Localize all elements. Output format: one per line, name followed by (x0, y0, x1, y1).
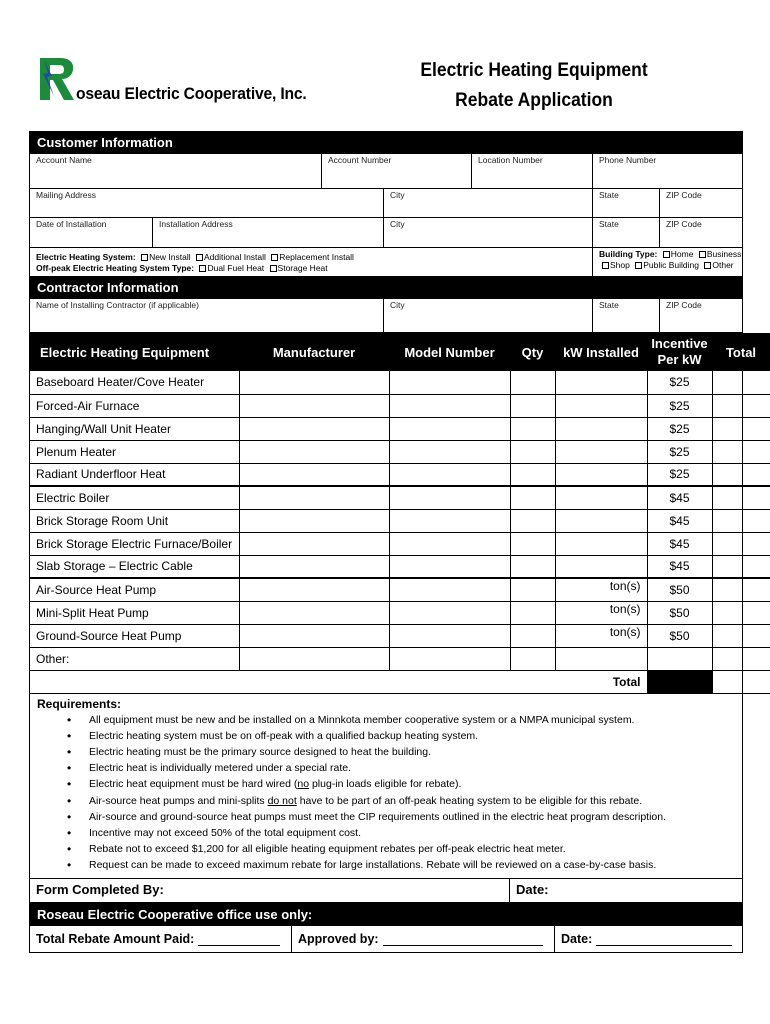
incentive-cell: $25 (647, 463, 712, 486)
header-incentive (647, 333, 712, 371)
equipment-row (30, 532, 770, 555)
equipment-row (30, 463, 770, 486)
equipment-name: Hanging/Wall Unit Heater (30, 417, 239, 440)
contractor-name-field[interactable]: Name of Installing Contractor (if applicable) (30, 299, 384, 332)
replacement-install-label: Replacement Install (279, 252, 354, 262)
kw-installed-cell[interactable] (555, 463, 647, 486)
header-model: Model Number (389, 333, 510, 371)
contractor-city-field[interactable]: City (384, 299, 593, 332)
header-kw: kW Installed (555, 333, 647, 371)
phone-number-field[interactable]: Phone Number (599, 155, 657, 165)
installation-address-field[interactable]: Installation Address (153, 218, 384, 247)
manufacturer-cell[interactable] (239, 394, 389, 417)
header-manufacturer: Manufacturer (239, 333, 389, 371)
qty-cell[interactable] (510, 624, 555, 647)
company-logo (38, 56, 338, 106)
grand-total-value[interactable] (712, 670, 770, 693)
model-number-cell[interactable] (389, 417, 510, 440)
equipment-name: Brick Storage Room Unit (30, 509, 239, 532)
requirement-item: • Air-source heat pumps and mini-splits do not have to be part of an off-peak heating system to be eligible for this rebate. (67, 793, 735, 809)
equipment-row (30, 647, 770, 670)
form-title (411, 56, 658, 116)
logo-r-icon (38, 56, 78, 102)
model-number-cell[interactable] (389, 555, 510, 578)
office-date-field[interactable] (555, 926, 742, 952)
new-install-label: New Install (149, 252, 191, 262)
qty-cell[interactable] (510, 532, 555, 555)
grand-total-label: Total (30, 670, 647, 693)
incentive-cell: $25 (647, 417, 712, 440)
row-total-cell[interactable] (712, 371, 770, 394)
installation-date-field[interactable]: Date of Installation (30, 218, 153, 247)
requirements-section (30, 694, 742, 879)
approved-by-label: Approved by: (298, 931, 379, 946)
manufacturer-cell[interactable] (239, 532, 389, 555)
contractor-section-title: Contractor Information (30, 277, 742, 299)
row-total-cell[interactable] (712, 486, 770, 509)
city-field[interactable]: City (384, 189, 593, 217)
qty-cell[interactable] (510, 486, 555, 509)
row-total-cell[interactable] (712, 417, 770, 440)
shop-checkbox[interactable] (602, 262, 609, 269)
kw-installed-cell[interactable] (555, 417, 647, 440)
equipment-row (30, 555, 770, 578)
row-total-cell[interactable] (712, 509, 770, 532)
model-number-cell[interactable] (389, 601, 510, 624)
requirements-list (37, 712, 735, 874)
kw-installed-cell[interactable] (555, 532, 647, 555)
incentive-cell: $45 (647, 509, 712, 532)
kw-installed-cell[interactable]: ton(s) (555, 578, 647, 601)
row-total-cell[interactable] (712, 578, 770, 601)
incentive-cell: $25 (647, 394, 712, 417)
kw-installed-cell[interactable] (555, 647, 647, 670)
installation-state-field[interactable]: State (593, 218, 660, 247)
public-building-label: Public Building (643, 260, 699, 270)
kw-installed-cell[interactable] (555, 486, 647, 509)
row-total-cell[interactable] (712, 394, 770, 417)
completed-date-field[interactable]: Date: (516, 881, 549, 897)
incentive-cell (647, 647, 712, 670)
kw-installed-cell[interactable]: ton(s) (555, 601, 647, 624)
customer-row-1 (30, 154, 742, 189)
office-use-title: Roseau Electric Cooperative office use only: (30, 903, 742, 926)
dual-fuel-checkbox[interactable] (199, 265, 206, 272)
incentive-cell: $45 (647, 532, 712, 555)
building-type-label: Building Type: (599, 249, 658, 259)
qty-cell[interactable] (510, 394, 555, 417)
manufacturer-cell[interactable] (239, 440, 389, 463)
equipment-name: Mini-Split Heat Pump (30, 601, 239, 624)
equipment-name: Radiant Underfloor Heat (30, 463, 239, 486)
other-building-checkbox[interactable] (704, 262, 711, 269)
row-total-cell[interactable] (712, 555, 770, 578)
kw-installed-cell[interactable] (555, 371, 647, 394)
mailing-address-field[interactable]: Mailing Address (30, 189, 384, 217)
equipment-name: Air-Source Heat Pump (30, 578, 239, 601)
kw-installed-cell[interactable] (555, 440, 647, 463)
manufacturer-cell[interactable] (239, 578, 389, 601)
equipment-row (30, 509, 770, 532)
model-number-cell[interactable] (389, 486, 510, 509)
incentive-cell: $50 (647, 601, 712, 624)
grand-total-shaded-cell (647, 670, 712, 693)
qty-cell[interactable] (510, 555, 555, 578)
model-number-cell[interactable] (389, 647, 510, 670)
incentive-cell: $50 (647, 624, 712, 647)
location-number-field[interactable]: Location Number (472, 154, 593, 188)
header-qty: Qty (510, 333, 555, 371)
business-checkbox[interactable] (699, 251, 706, 258)
manufacturer-cell[interactable] (239, 486, 389, 509)
equipment-row (30, 417, 770, 440)
model-number-cell[interactable] (389, 371, 510, 394)
equipment-row (30, 371, 770, 394)
requirement-item: • Electric heating system must be on off-peak with a qualified backup heating system. (67, 728, 735, 744)
dual-fuel-label: Dual Fuel Heat (207, 263, 265, 273)
header-total: Total (712, 333, 770, 371)
header-incentive-line-2: Per kW (657, 352, 702, 367)
contractor-row (30, 299, 742, 333)
requirement-item: • Electric heating must be the primary source designed to heat the building. (67, 744, 735, 760)
home-checkbox[interactable] (663, 251, 670, 258)
qty-cell[interactable] (510, 440, 555, 463)
customer-row-2 (30, 189, 742, 218)
company-name: oseau Electric Cooperative, Inc. (76, 84, 307, 103)
requirements-title: Requirements: (37, 696, 122, 711)
kw-installed-cell[interactable] (555, 509, 647, 532)
installation-zip-field[interactable]: ZIP Code (666, 219, 702, 229)
contractor-zip-field[interactable]: ZIP Code (666, 300, 702, 310)
public-building-checkbox[interactable] (635, 262, 642, 269)
equipment-name: Forced-Air Furnace (30, 394, 239, 417)
row-total-cell[interactable] (712, 532, 770, 555)
row-total-cell[interactable] (712, 647, 770, 670)
qty-cell[interactable] (510, 371, 555, 394)
equipment-name: Ground-Source Heat Pump (30, 624, 239, 647)
header-equipment: Electric Heating Equipment (30, 333, 239, 371)
model-number-cell[interactable] (389, 394, 510, 417)
equipment-name: Electric Boiler (30, 486, 239, 509)
qty-cell[interactable] (510, 601, 555, 624)
incentive-cell: $25 (647, 371, 712, 394)
title-line-2: Rebate Application (455, 90, 613, 111)
additional-install-checkbox[interactable] (196, 254, 203, 261)
equipment-name: Baseboard Heater/Cove Heater (30, 371, 239, 394)
rebate-form (29, 131, 757, 953)
manufacturer-cell[interactable] (239, 647, 389, 670)
kw-installed-cell[interactable] (555, 555, 647, 578)
grand-total-row (30, 670, 770, 693)
incentive-cell: $25 (647, 440, 712, 463)
shop-label: Shop (610, 260, 630, 270)
zip-field[interactable]: ZIP Code (666, 190, 702, 200)
approved-by-field[interactable] (292, 926, 555, 952)
contractor-state-field[interactable]: State (593, 299, 660, 332)
business-label: Business (706, 249, 742, 259)
equipment-header-row (30, 333, 770, 371)
row-total-cell[interactable] (712, 440, 770, 463)
form-completed-by-field[interactable]: Form Completed By: (30, 879, 510, 902)
offpeak-type-label: Off-peak Electric Heating System Type: (36, 263, 195, 273)
model-number-cell[interactable] (389, 578, 510, 601)
requirement-item: • Rebate not to exceed $1,200 for all eligible heating equipment rebates per off-peak electric heat meter. (67, 841, 735, 857)
completed-by-row (30, 879, 742, 903)
requirement-item: • Air-source and ground-source heat pumps must meet the CIP requirements outlined in the electric heat program description. (67, 809, 735, 825)
model-number-cell[interactable] (389, 509, 510, 532)
other-building-label: Other (712, 260, 734, 270)
equipment-table (30, 333, 770, 694)
requirement-item: • Electric heat is individually metered under a special rate. (67, 760, 735, 776)
manufacturer-cell[interactable] (239, 555, 389, 578)
model-number-cell[interactable] (389, 463, 510, 486)
installation-city-field[interactable]: City (384, 218, 593, 247)
new-install-checkbox[interactable] (141, 254, 148, 261)
incentive-cell: $45 (647, 555, 712, 578)
qty-cell[interactable] (510, 647, 555, 670)
building-type-options (593, 248, 742, 276)
incentive-cell: $45 (647, 486, 712, 509)
equipment-name: Plenum Heater (30, 440, 239, 463)
equipment-name: Brick Storage Electric Furnace/Boiler (30, 532, 239, 555)
model-number-cell[interactable] (389, 440, 510, 463)
manufacturer-cell[interactable] (239, 509, 389, 532)
requirement-item: • Incentive may not exceed 50% of the total equipment cost. (67, 825, 735, 841)
additional-install-label: Additional Install (204, 252, 266, 262)
storage-heat-label: Storage Heat (277, 263, 328, 273)
heating-system-options (30, 248, 593, 276)
qty-cell[interactable] (510, 417, 555, 440)
qty-cell[interactable] (510, 463, 555, 486)
kw-installed-cell[interactable] (555, 394, 647, 417)
manufacturer-cell[interactable] (239, 371, 389, 394)
equipment-name: Other: (30, 647, 239, 670)
customer-row-3 (30, 218, 742, 248)
row-total-cell[interactable] (712, 624, 770, 647)
customer-section-title: Customer Information (30, 132, 742, 154)
manufacturer-cell[interactable] (239, 417, 389, 440)
row-total-cell[interactable] (712, 601, 770, 624)
office-use-row (30, 926, 742, 952)
replacement-install-checkbox[interactable] (271, 254, 278, 261)
equipment-row (30, 578, 770, 601)
requirement-item: • Electric heat equipment must be hard wired (no plug-in loads eligible for rebate). (67, 776, 735, 792)
kw-installed-cell[interactable]: ton(s) (555, 624, 647, 647)
model-number-cell[interactable] (389, 532, 510, 555)
heating-system-label: Electric Heating System: (36, 252, 136, 262)
incentive-cell: $50 (647, 578, 712, 601)
equipment-row (30, 394, 770, 417)
state-field[interactable]: State (593, 189, 660, 217)
manufacturer-cell[interactable] (239, 601, 389, 624)
title-line-1: Electric Heating Equipment (420, 60, 648, 81)
manufacturer-cell[interactable] (239, 463, 389, 486)
row-total-cell[interactable] (712, 463, 770, 486)
manufacturer-cell[interactable] (239, 624, 389, 647)
total-rebate-paid-label: Total Rebate Amount Paid: (36, 931, 195, 946)
home-label: Home (670, 249, 694, 259)
total-rebate-paid-field[interactable] (30, 926, 292, 952)
requirement-item: • Request can be made to exceed maximum rebate for large installations. Rebate will be reviewed on a case-by-case basis. (67, 857, 735, 873)
account-number-field[interactable]: Account Number (322, 154, 472, 188)
account-name-field[interactable]: Account Name (30, 154, 322, 188)
header-incentive-line-1: Incentive (651, 336, 708, 351)
equipment-row (30, 601, 770, 624)
model-number-cell[interactable] (389, 624, 510, 647)
equipment-name: Slab Storage – Electric Cable (30, 555, 239, 578)
storage-heat-checkbox[interactable] (270, 265, 277, 272)
system-type-row (30, 248, 742, 277)
equipment-row (30, 486, 770, 509)
requirement-item: • All equipment must be new and be installed on a Minnkota member cooperative system or a NMPA municipal system. (67, 712, 735, 728)
office-date-label: Date: (561, 931, 593, 946)
equipment-row (30, 440, 770, 463)
qty-cell[interactable] (510, 578, 555, 601)
qty-cell[interactable] (510, 509, 555, 532)
equipment-row (30, 624, 770, 647)
